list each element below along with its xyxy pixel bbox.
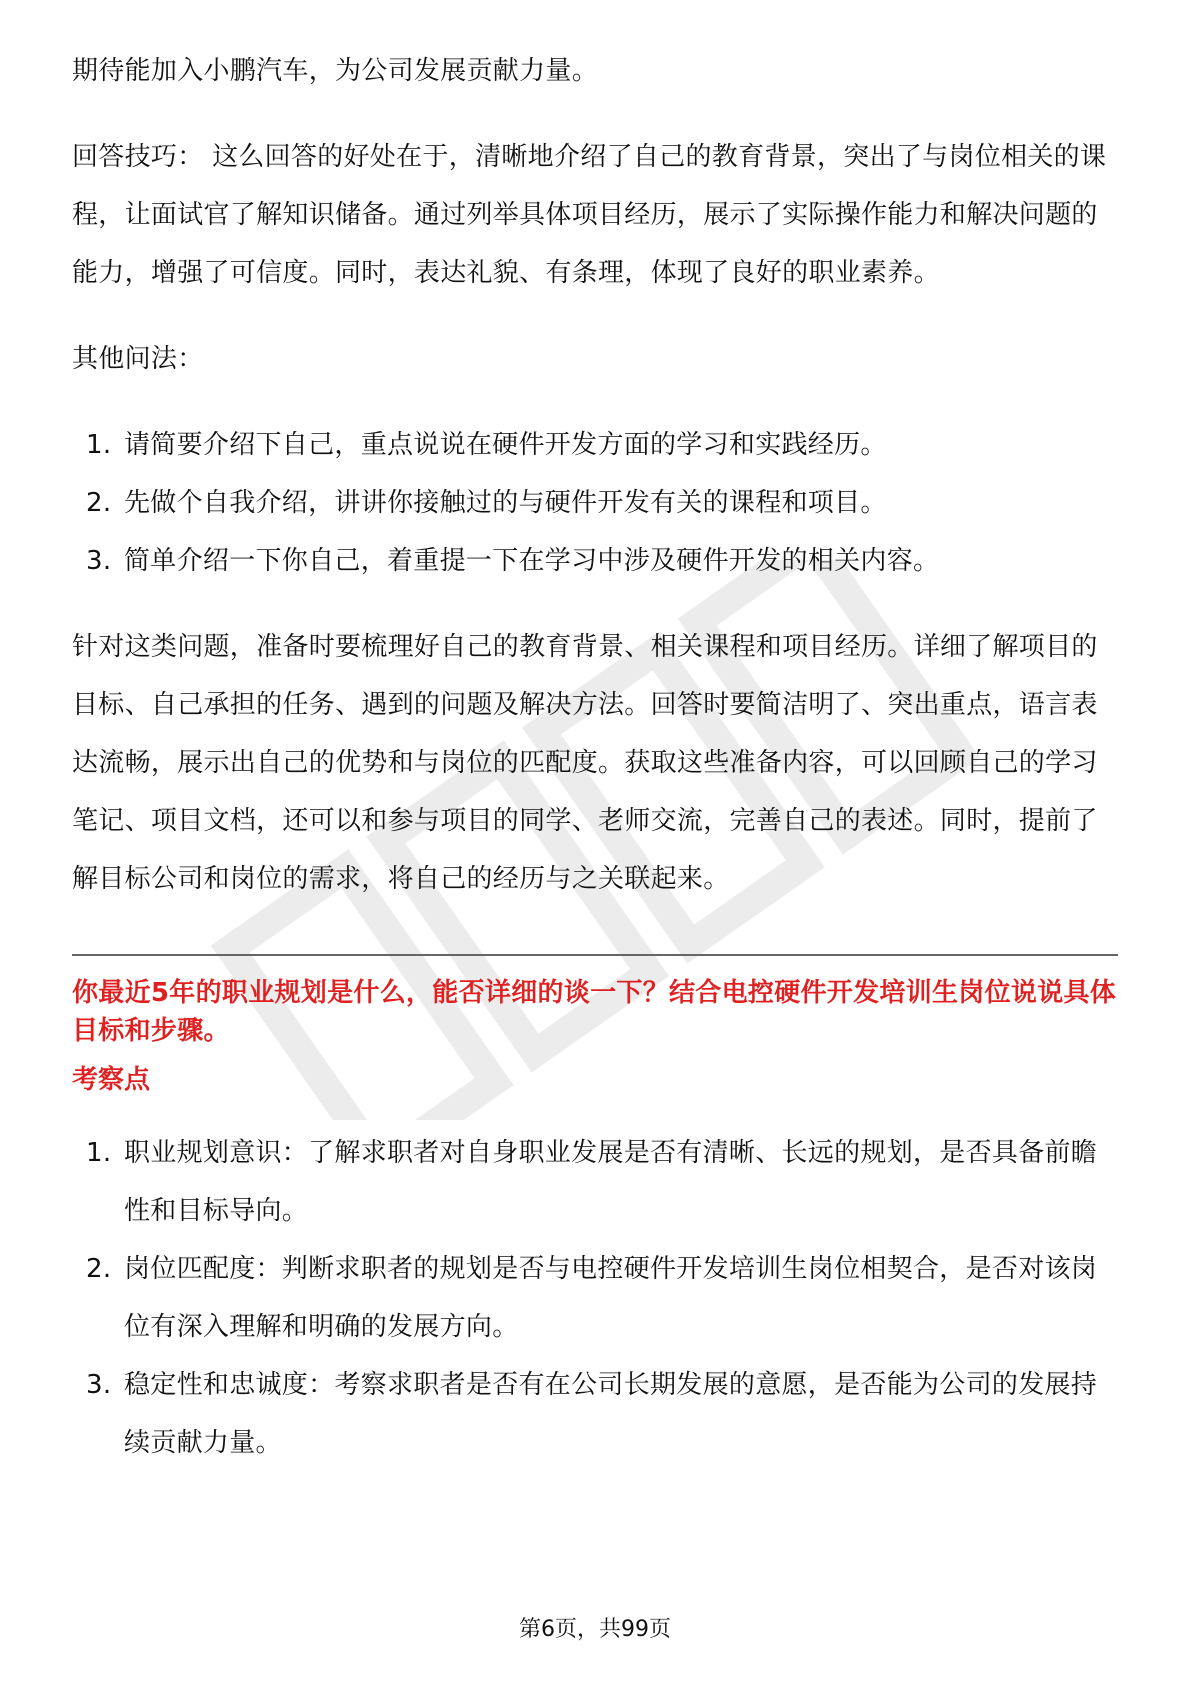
document-page (72, 42, 1118, 1472)
other-ways-title: 其他问法： (72, 344, 204, 374)
list-item (72, 474, 1118, 532)
list-item-text: 简单介绍一下你自己，着重提一下在学习中涉及硬件开发的相关内容。 (124, 546, 940, 576)
list-item-text: 请简要介绍下自己，重点说说在硬件开发方面的学习和实践经历。 (124, 430, 887, 460)
preparation-advice: 针对这类问题，准备时要梳理好自己的教育背景、相关课程和项目经历。详细了解项目的目标、自己承担的任务、遇到的问题及解决方法。回答时要简洁明了、突出重点，语言表达流畅，展示出自己的优势和与岗位的匹配度。获取这些准备内容，可以回顾自己的学习笔记、项目文档，还可以和参与项目的同学、老师交流，完善自己的表述。同时，提前了解目标公司和岗位的需求，将自己的经历与之关联起来。 (72, 632, 1098, 894)
list-item (72, 1356, 1118, 1472)
intro-line: 期待能加入小鹏汽车，为公司发展贡献力量。 (72, 56, 599, 86)
focus-points-list (72, 1124, 1118, 1472)
answer-tips: 回答技巧： 这么回答的好处在于，清晰地介绍了自己的教育背景，突出了与岗位相关的课程，让面试官了解知识储备。通过列举具体项目经历，展示了实际操作能力和解决问题的能力，增强了可信度。同时，表达礼貌、有条理，体现了良好的职业素养。 (72, 142, 1107, 288)
list-item-number: 3. (86, 1370, 112, 1400)
list-item (72, 416, 1118, 474)
list-item-text: 稳定性和忠诚度：考察求职者是否有在公司长期发展的意愿，是否能为公司的发展持续贡献力量。 (124, 1370, 1098, 1458)
focus-points-title: 考察点 (72, 1065, 151, 1095)
list-item-number: 1. (86, 1138, 112, 1168)
list-item-text: 先做个自我介绍，讲讲你接触过的与硬件开发有关的课程和项目。 (124, 488, 887, 518)
list-item (72, 532, 1118, 590)
other-ways-list (72, 416, 1118, 590)
list-item-number: 1. (86, 430, 112, 460)
list-item-number: 3. (86, 546, 112, 576)
list-item (72, 1240, 1118, 1356)
list-item-text: 职业规划意识：了解求职者对自身职业发展是否有清晰、长远的规划，是否具备前瞻性和目标导向。 (124, 1138, 1098, 1226)
list-item-text: 岗位匹配度：判断求职者的规划是否与电控硬件开发培训生岗位相契合，是否对该岗位有深入理解和明确的发展方向。 (124, 1254, 1098, 1342)
question-heading: 你最近5年的职业规划是什么，能否详细的谈一下？结合电控硬件开发培训生岗位说说具体目标和步骤。 (72, 978, 1117, 1046)
list-item (72, 1124, 1118, 1240)
list-item-number: 2. (86, 488, 112, 518)
list-item-number: 2. (86, 1254, 112, 1284)
page-number-footer: 第6页，共99页 (519, 1617, 671, 1642)
